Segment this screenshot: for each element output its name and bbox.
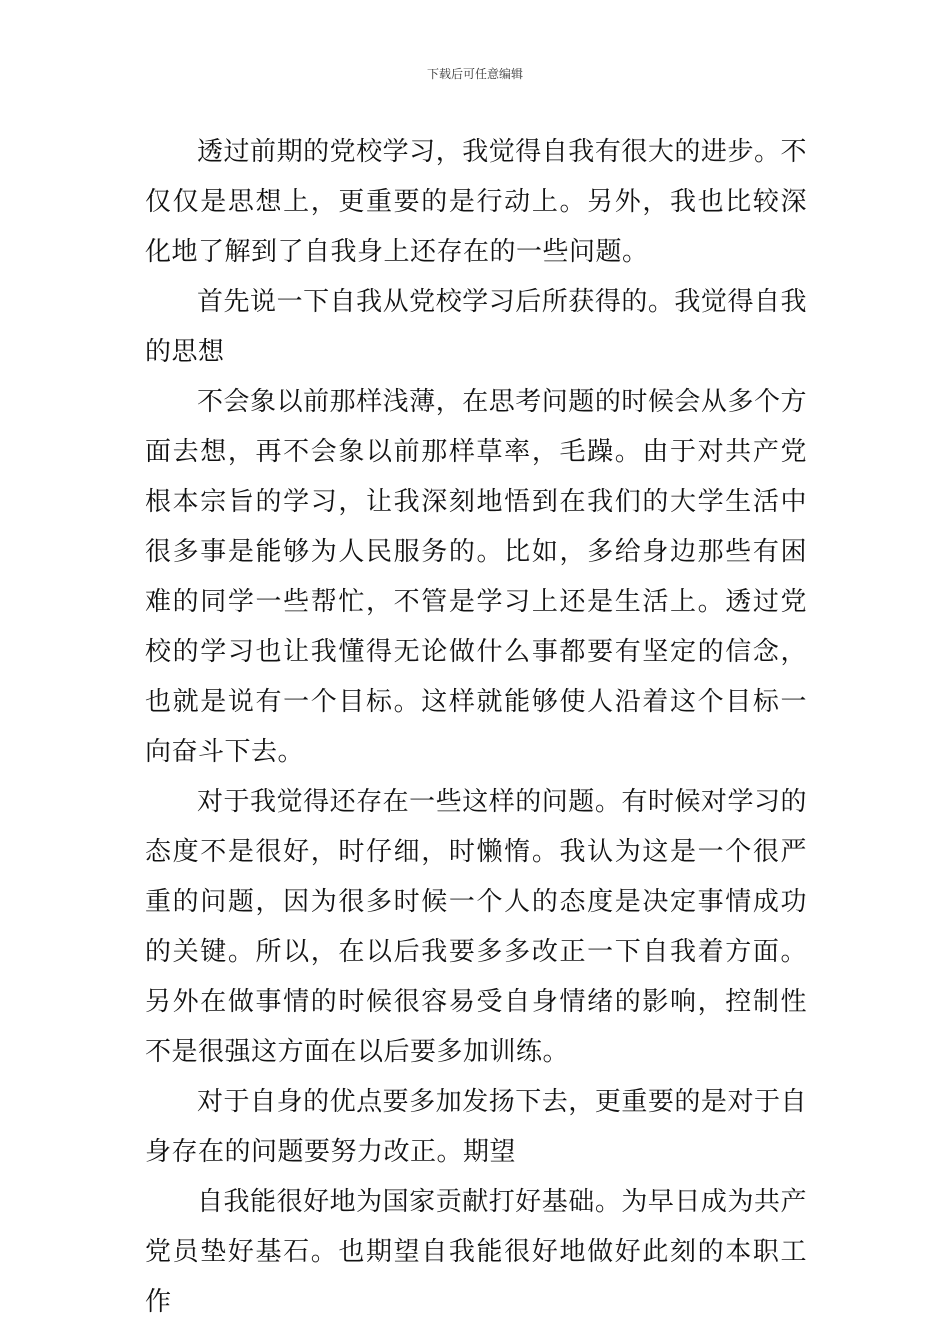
paragraph-5: 对于自身的优点要多加发扬下去，更重要的是对于自身存在的问题要努力改正。期望 <box>145 1087 807 1167</box>
paragraph-4: 对于我觉得还存在一些这样的问题。有时候对学习的态度不是很好，时仔细，时懒惰。我认为这是一个很严重的问题，因为很多时候一个人的态度是决定事情成功的关键。所以，在以后我要多多改正一下自我着方面。另外在做事情的时候很容易受自身情绪的影响，控制性不是很强这方面在以后要多加训练。 <box>145 787 807 1067</box>
document-body <box>145 127 807 1327</box>
paragraph-6: 自我能很好地为国家贡献打好基础。为早日成为共产党员垫好基石。也期望自我能很好地做好此刻的本职工作 <box>145 1187 807 1317</box>
paragraph-1: 透过前期的党校学习，我觉得自我有很大的进步。不仅仅是思想上，更重要的是行动上。另外，我也比较深化地了解到了自我身上还存在的一些问题。 <box>145 137 807 267</box>
paragraph-2: 首先说一下自我从党校学习后所获得的。我觉得自我的思想 <box>145 287 807 367</box>
paragraph-3: 不会象以前那样浅薄，在思考问题的时候会从多个方面去想，再不会象以前那样草率，毛躁。由于对共产党根本宗旨的学习，让我深刻地悟到在我们的大学生活中很多事是能够为人民服务的。比如，多给身边那些有困难的同学一些帮忙，不管是学习上还是生活上。透过党校的学习也让我懂得无论做什么事都要有坚定的信念，也就是说有一个目标。这样就能够使人沿着这个目标一向奋斗下去。 <box>145 387 807 767</box>
page-header-note: 下载后可任意编辑 <box>426 67 523 81</box>
